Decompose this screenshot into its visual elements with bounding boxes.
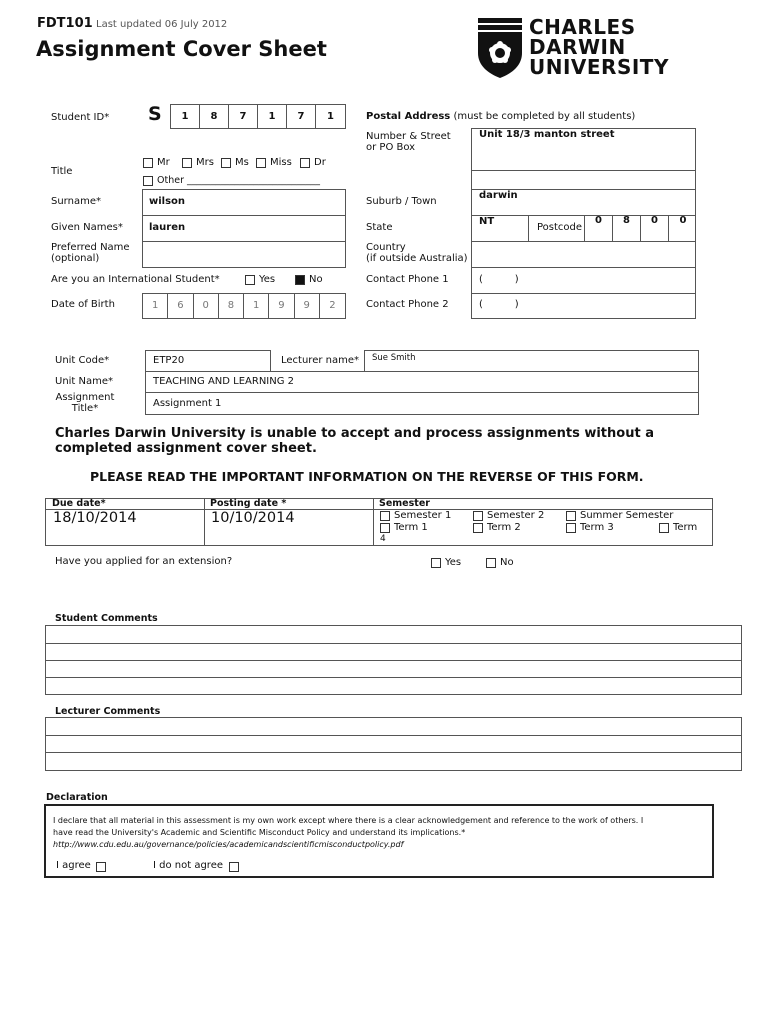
term-2-label: Term 2 xyxy=(487,522,521,533)
semester-2-checkbox[interactable] xyxy=(473,511,483,521)
unit-name-value: TEACHING AND LEARNING 2 xyxy=(153,376,295,387)
assignment-title-field[interactable] xyxy=(145,392,699,415)
title-other-label[interactable]: Other ____________________________ xyxy=(157,175,320,186)
state-value: NT xyxy=(479,216,495,227)
country-top-divider xyxy=(471,241,696,242)
declaration-box xyxy=(44,804,714,878)
title-miss-label: Miss xyxy=(270,157,292,168)
assignment-title-label: Assignment Title* xyxy=(55,392,115,414)
title-options xyxy=(143,156,353,188)
student-id-digit: 1 xyxy=(171,105,200,128)
dob-digit: 1 xyxy=(143,294,168,318)
student-id-field[interactable] xyxy=(170,104,346,129)
form-code: FDT101 xyxy=(37,16,93,31)
extension-no-label: No xyxy=(500,557,514,568)
international-label: Are you an International Student* xyxy=(51,274,220,285)
important-notice: PLEASE READ THE IMPORTANT INFORMATION ON THE REVERSE OF THIS FORM. xyxy=(90,469,644,484)
semester-2-label: Semester 2 xyxy=(487,510,545,521)
title-mrs-checkbox[interactable] xyxy=(182,158,192,168)
phone2-value: ( ) xyxy=(479,299,519,310)
street-value: Unit 18/3 manton street xyxy=(479,129,615,140)
unit-name-field[interactable] xyxy=(145,371,699,393)
street-line-divider xyxy=(471,170,696,171)
title-label: Title xyxy=(51,166,73,177)
phone2-top-divider xyxy=(471,293,696,294)
logo-line-1: CHARLES xyxy=(529,15,636,39)
extension-yes-checkbox[interactable] xyxy=(431,558,441,568)
summer-semester-checkbox[interactable] xyxy=(566,511,576,521)
international-yes-label: Yes xyxy=(259,274,276,285)
surname-label: Surname* xyxy=(51,196,101,207)
term-2-checkbox[interactable] xyxy=(473,523,483,533)
title-mr-checkbox[interactable] xyxy=(143,158,153,168)
suburb-label: Suburb / Town xyxy=(366,196,437,207)
surname-value: wilson xyxy=(149,196,186,207)
postcode-digit: 0 xyxy=(679,215,687,226)
semester-label: Semester xyxy=(379,498,430,509)
student-id-label: Student ID* xyxy=(51,112,110,123)
unit-code-value: ETP20 xyxy=(153,355,185,366)
title-other-checkbox[interactable] xyxy=(143,176,153,186)
posting-date-value[interactable]: 10/10/2014 xyxy=(211,510,295,526)
extension-yes-label: Yes xyxy=(445,557,462,568)
preferred-name-field[interactable] xyxy=(142,241,346,268)
title-mr-label: Mr xyxy=(157,157,170,168)
postcode-digit: 0 xyxy=(641,215,669,241)
student-id-digit: 8 xyxy=(200,105,229,128)
unit-name-label: Unit Name* xyxy=(55,376,114,387)
page-title: Assignment Cover Sheet xyxy=(36,37,327,61)
lecturer-comments-label: Lecturer Comments xyxy=(55,706,161,717)
due-date-label: Due date* xyxy=(52,498,106,509)
title-dr-label: Dr xyxy=(314,157,326,168)
dob-digit: 9 xyxy=(295,294,320,318)
phone1-value: ( ) xyxy=(479,274,519,285)
postcode-digits[interactable] xyxy=(584,215,697,241)
term-1-label: Term 1 xyxy=(394,522,428,533)
logo-line-2: DARWIN xyxy=(529,35,626,59)
dob-digit: 1 xyxy=(244,294,269,318)
title-miss-checkbox[interactable] xyxy=(256,158,266,168)
street-label: Number & Street or PO Box xyxy=(366,131,451,153)
term-4-label: Term xyxy=(673,522,698,533)
state-divider xyxy=(528,215,529,241)
student-id-digit: 7 xyxy=(287,105,316,128)
title-ms-label: Ms xyxy=(235,157,249,168)
extension-label: Have you applied for an extension? xyxy=(55,556,233,567)
surname-field[interactable] xyxy=(142,189,346,216)
postal-address-heading: Postal Address (must be completed by all students) xyxy=(366,111,636,122)
declaration-text: I declare that all material in this assessment is my own work except where there is a clear acknowledgement and reference to the work of others. I have read the University's Academic and Scientific Misconduct Policy and understand its implications.* http://www.cdu.edu.au/governance/policies/academicandscientificmisconductpolicy.pdf xyxy=(53,816,644,849)
cdu-logo xyxy=(477,17,702,81)
phone1-label: Contact Phone 1 xyxy=(366,274,449,285)
term-3-label: Term 3 xyxy=(580,522,614,533)
dob-label: Date of Birth xyxy=(51,299,115,310)
assignment-title-value: Assignment 1 xyxy=(153,398,222,409)
title-mrs-label: Mrs xyxy=(196,157,214,168)
dob-digit: 9 xyxy=(269,294,294,318)
student-id-digit: 1 xyxy=(258,105,287,128)
disagree-label: I do not agree xyxy=(153,860,223,871)
country-label: Country (if outside Australia) xyxy=(366,242,468,264)
international-no-label: No xyxy=(309,274,323,285)
phone1-top-divider xyxy=(471,267,696,268)
student-id-prefix: S xyxy=(148,103,162,125)
semester-1-checkbox[interactable] xyxy=(380,511,390,521)
postcode-digit: 0 xyxy=(585,215,613,241)
state-label: State xyxy=(366,222,393,233)
notice-text: Charles Darwin University is unable to accept and process assignments without a completed assignment cover sheet. xyxy=(55,426,654,456)
unit-code-field[interactable] xyxy=(145,350,271,372)
dob-digit: 2 xyxy=(329,300,336,311)
lecturer-name-value: Sue Smith xyxy=(372,353,416,363)
dob-field[interactable] xyxy=(142,293,346,319)
logo-line-3: UNIVERSITY xyxy=(529,55,669,79)
title-ms-checkbox[interactable] xyxy=(221,158,231,168)
lecturer-name-field[interactable] xyxy=(364,350,699,372)
term-4-number: 4 xyxy=(380,534,386,544)
summer-semester-label: Summer Semester xyxy=(580,510,674,521)
postcode-digit: 8 xyxy=(613,215,641,241)
given-names-label: Given Names* xyxy=(51,222,123,233)
due-date-value[interactable]: 18/10/2014 xyxy=(53,510,137,526)
semester-1-label: Semester 1 xyxy=(394,510,452,521)
lecturer-comments-area[interactable] xyxy=(45,717,742,771)
posting-date-label: Posting date * xyxy=(210,498,287,509)
lecturer-name-label: Lecturer name* xyxy=(281,355,359,366)
phone2-label: Contact Phone 2 xyxy=(366,299,449,310)
dob-digit: 6 xyxy=(168,294,193,318)
dob-digit: 0 xyxy=(194,294,219,318)
postcode-label: Postcode xyxy=(537,222,583,233)
last-updated: Last updated 06 July 2012 xyxy=(96,19,228,30)
preferred-name-label: Preferred Name (optional) xyxy=(51,242,130,264)
term-4-checkbox[interactable] xyxy=(659,523,669,533)
agree-checkbox[interactable] xyxy=(96,862,106,872)
student-comments-area[interactable] xyxy=(45,625,742,695)
student-id-digit: 1 xyxy=(327,111,334,122)
agree-label: I agree xyxy=(56,860,91,871)
declaration-heading: Declaration xyxy=(46,792,108,803)
international-yes-checkbox[interactable] xyxy=(245,275,255,285)
student-id-digit: 7 xyxy=(229,105,258,128)
term-1-checkbox[interactable] xyxy=(380,523,390,533)
dob-digit: 8 xyxy=(219,294,244,318)
term-3-checkbox[interactable] xyxy=(566,523,576,533)
title-dr-checkbox[interactable] xyxy=(300,158,310,168)
suburb-value: darwin xyxy=(479,190,518,201)
given-names-value: lauren xyxy=(149,222,186,233)
student-comments-label: Student Comments xyxy=(55,613,158,624)
international-no-checkbox[interactable] xyxy=(295,275,305,285)
unit-code-label: Unit Code* xyxy=(55,355,110,366)
disagree-checkbox[interactable] xyxy=(229,862,239,872)
shield-icon xyxy=(477,17,523,79)
given-names-field[interactable] xyxy=(142,215,346,242)
extension-no-checkbox[interactable] xyxy=(486,558,496,568)
